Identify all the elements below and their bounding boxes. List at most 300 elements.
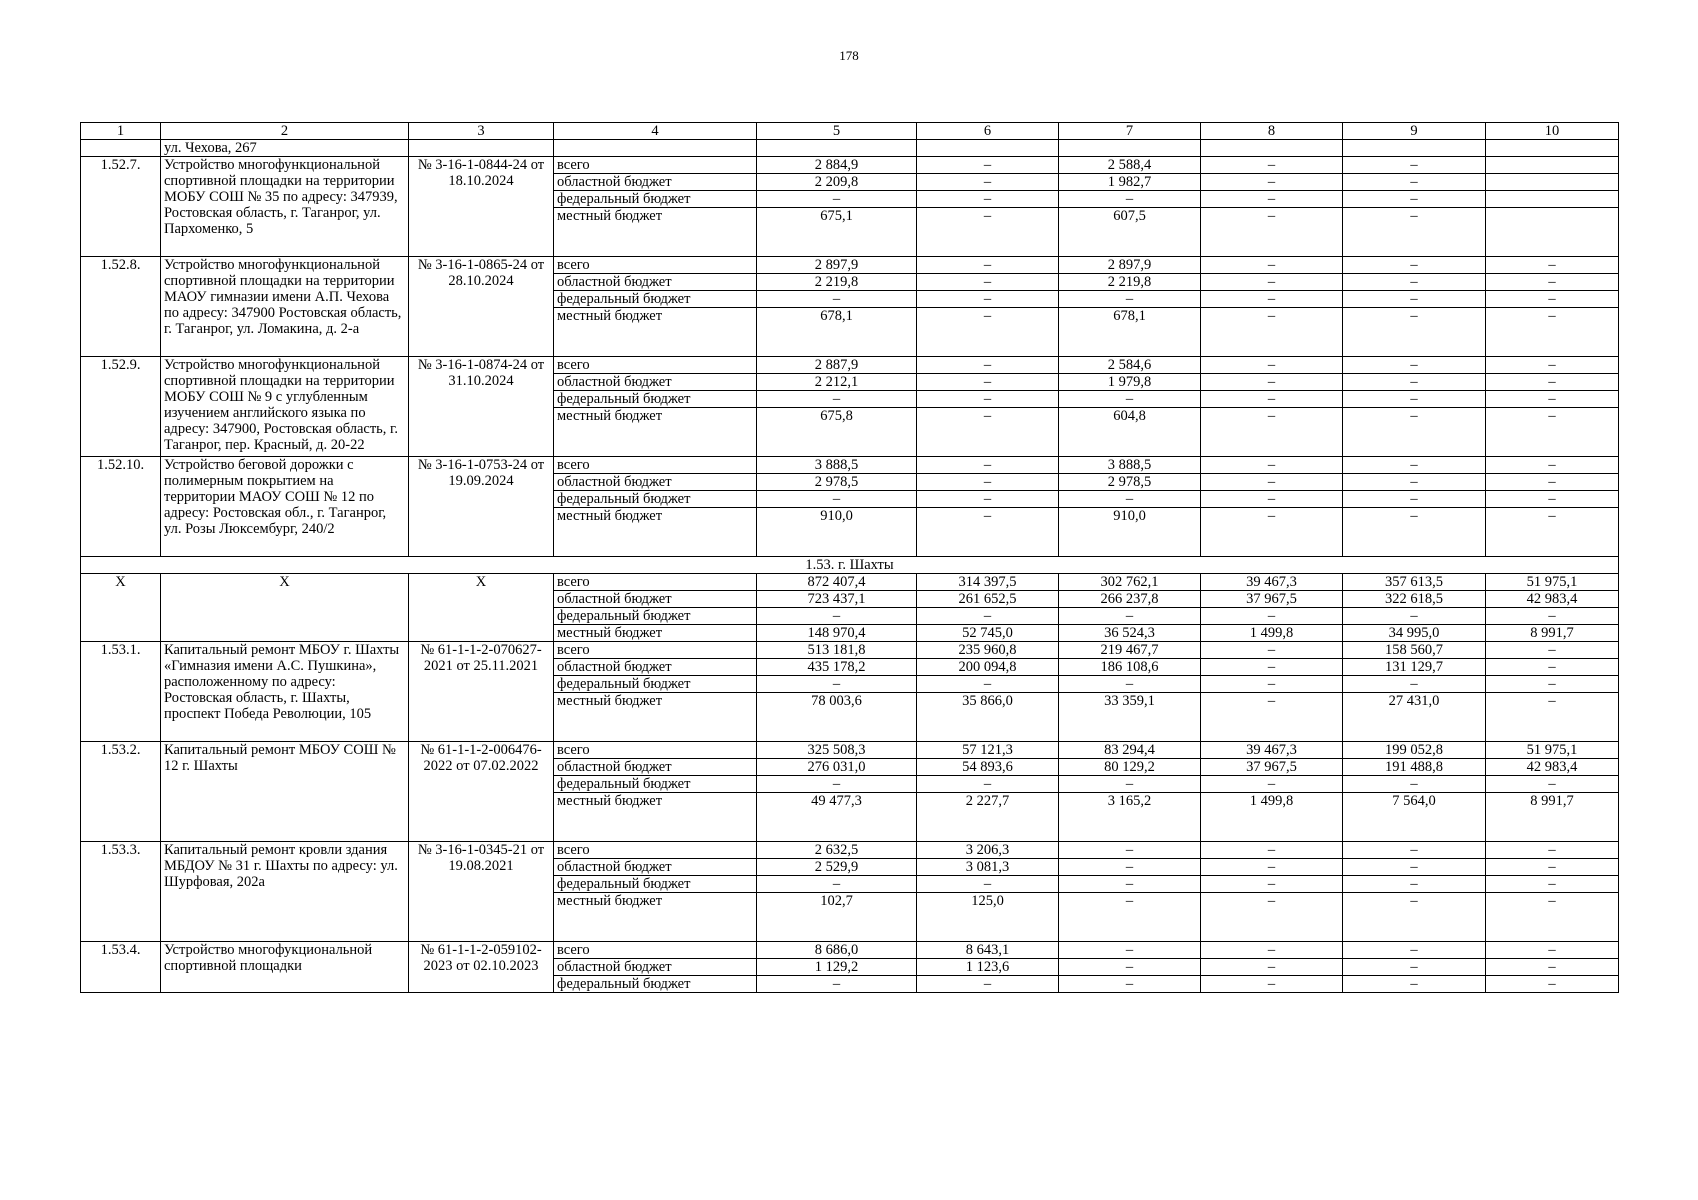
amount-col-10: – bbox=[1486, 776, 1619, 793]
amount-col-6: – bbox=[917, 208, 1059, 257]
funding-source-label: всего bbox=[554, 457, 757, 474]
amount-col-7: 2 897,9 bbox=[1059, 257, 1201, 274]
amount-col-7: 3 165,2 bbox=[1059, 793, 1201, 842]
amount-col-10: – bbox=[1486, 274, 1619, 291]
amount-col-9: – bbox=[1343, 457, 1486, 474]
amount-col-9: – bbox=[1343, 959, 1486, 976]
amount-col-9: – bbox=[1343, 408, 1486, 457]
amount-col-5: 2 884,9 bbox=[757, 157, 917, 174]
amount-col-7: 3 888,5 bbox=[1059, 457, 1201, 474]
amount-col-9: – bbox=[1343, 274, 1486, 291]
object-name: Устройство многофукциональной спортивной площадки bbox=[161, 942, 409, 993]
amount-col-10 bbox=[1486, 208, 1619, 257]
column-number-6: 6 bbox=[917, 123, 1059, 140]
section-title: 1.53. г. Шахты bbox=[81, 557, 1619, 574]
amount-col-5: 1 129,2 bbox=[757, 959, 917, 976]
amount-col-9: – bbox=[1343, 208, 1486, 257]
amount-col-5: – bbox=[757, 876, 917, 893]
amount-col-7: – bbox=[1059, 959, 1201, 976]
amount-col-6: 261 652,5 bbox=[917, 591, 1059, 608]
amount-col-8: – bbox=[1201, 357, 1343, 374]
amount-col-7: 2 978,5 bbox=[1059, 474, 1201, 491]
column-number-7: 7 bbox=[1059, 123, 1201, 140]
table-row bbox=[81, 140, 1619, 157]
expertise-document: № 61-1-1-2-070627-2021 от 25.11.2021 bbox=[409, 642, 554, 742]
amount-col-9: 191 488,8 bbox=[1343, 759, 1486, 776]
empty-cell bbox=[1343, 140, 1486, 157]
object-name: Капитальный ремонт МБОУ г. Шахты «Гимназия имени А.С. Пушкина», расположенному по адресу: Ростовская область, г. Шахты, проспект Победа Революции, 105 bbox=[161, 642, 409, 742]
budget-row bbox=[81, 357, 1619, 374]
amount-col-7: 607,5 bbox=[1059, 208, 1201, 257]
amount-col-8: – bbox=[1201, 374, 1343, 391]
amount-col-10 bbox=[1486, 191, 1619, 208]
amount-col-5: 78 003,6 bbox=[757, 693, 917, 742]
amount-col-10: – bbox=[1486, 642, 1619, 659]
amount-col-5: 675,1 bbox=[757, 208, 917, 257]
amount-col-6: 3 206,3 bbox=[917, 842, 1059, 859]
funding-source-label: местный бюджет bbox=[554, 793, 757, 842]
amount-col-8: – bbox=[1201, 842, 1343, 859]
amount-col-6: – bbox=[917, 391, 1059, 408]
amount-col-6: – bbox=[917, 876, 1059, 893]
funding-source-label: областной бюджет bbox=[554, 859, 757, 876]
amount-col-10: – bbox=[1486, 976, 1619, 993]
amount-col-8: – bbox=[1201, 959, 1343, 976]
amount-col-5: 2 978,5 bbox=[757, 474, 917, 491]
empty-cell bbox=[1201, 140, 1343, 157]
object-name: Устройство многофункциональной спортивной площадки на территории МАОУ гимназии имени А.П. Чехова по адресу: 347900 Ростовская область, г. Таганрог, ул. Ломакина, д. 2-а bbox=[161, 257, 409, 357]
amount-col-9: – bbox=[1343, 291, 1486, 308]
amount-col-10: – bbox=[1486, 959, 1619, 976]
amount-col-8: – bbox=[1201, 976, 1343, 993]
x-mark: Х bbox=[409, 574, 554, 642]
item-number: 1.52.7. bbox=[81, 157, 161, 257]
amount-col-9: – bbox=[1343, 859, 1486, 876]
column-number-10: 10 bbox=[1486, 123, 1619, 140]
funding-source-label: всего bbox=[554, 574, 757, 591]
amount-col-7: 302 762,1 bbox=[1059, 574, 1201, 591]
amount-col-5: – bbox=[757, 291, 917, 308]
amount-col-10: – bbox=[1486, 876, 1619, 893]
amount-col-9: – bbox=[1343, 391, 1486, 408]
amount-col-6: – bbox=[917, 291, 1059, 308]
amount-col-8: – bbox=[1201, 608, 1343, 625]
amount-col-5: 49 477,3 bbox=[757, 793, 917, 842]
x-mark: Х bbox=[161, 574, 409, 642]
amount-col-6: – bbox=[917, 157, 1059, 174]
funding-source-label: местный бюджет bbox=[554, 625, 757, 642]
funding-source-label: федеральный бюджет bbox=[554, 291, 757, 308]
amount-col-10: – bbox=[1486, 842, 1619, 859]
amount-col-10: – bbox=[1486, 291, 1619, 308]
funding-source-label: местный бюджет bbox=[554, 308, 757, 357]
amount-col-8: – bbox=[1201, 408, 1343, 457]
amount-col-5: 102,7 bbox=[757, 893, 917, 942]
amount-col-5: 513 181,8 bbox=[757, 642, 917, 659]
amount-col-10: – bbox=[1486, 457, 1619, 474]
amount-col-10: – bbox=[1486, 474, 1619, 491]
amount-col-7: 83 294,4 bbox=[1059, 742, 1201, 759]
amount-col-9: – bbox=[1343, 257, 1486, 274]
amount-col-7: – bbox=[1059, 676, 1201, 693]
funding-source-label: всего bbox=[554, 842, 757, 859]
funding-source-label: областной бюджет bbox=[554, 591, 757, 608]
amount-col-9: 7 564,0 bbox=[1343, 793, 1486, 842]
amount-col-8: – bbox=[1201, 274, 1343, 291]
amount-col-5: 2 887,9 bbox=[757, 357, 917, 374]
object-name-continuation: ул. Чехова, 267 bbox=[161, 140, 409, 157]
amount-col-6: – bbox=[917, 374, 1059, 391]
amount-col-10: 42 983,4 bbox=[1486, 759, 1619, 776]
column-number-9: 9 bbox=[1343, 123, 1486, 140]
amount-col-8: – bbox=[1201, 191, 1343, 208]
funding-source-label: федеральный бюджет bbox=[554, 776, 757, 793]
funding-source-label: областной бюджет bbox=[554, 274, 757, 291]
amount-col-8: – bbox=[1201, 676, 1343, 693]
amount-col-9: – bbox=[1343, 876, 1486, 893]
amount-col-7: – bbox=[1059, 391, 1201, 408]
amount-col-9: – bbox=[1343, 357, 1486, 374]
amount-col-6: 3 081,3 bbox=[917, 859, 1059, 876]
amount-col-6: – bbox=[917, 274, 1059, 291]
amount-col-6: – bbox=[917, 608, 1059, 625]
amount-col-7: 219 467,7 bbox=[1059, 642, 1201, 659]
amount-col-10 bbox=[1486, 157, 1619, 174]
amount-col-6: 125,0 bbox=[917, 893, 1059, 942]
amount-col-7: – bbox=[1059, 608, 1201, 625]
amount-col-7: 1 982,7 bbox=[1059, 174, 1201, 191]
amount-col-10: 8 991,7 bbox=[1486, 625, 1619, 642]
amount-col-10: 8 991,7 bbox=[1486, 793, 1619, 842]
amount-col-8: 39 467,3 bbox=[1201, 742, 1343, 759]
amount-col-6: – bbox=[917, 191, 1059, 208]
amount-col-8: – bbox=[1201, 257, 1343, 274]
amount-col-8: – bbox=[1201, 457, 1343, 474]
amount-col-9: 322 618,5 bbox=[1343, 591, 1486, 608]
amount-col-6: 8 643,1 bbox=[917, 942, 1059, 959]
amount-col-5: – bbox=[757, 191, 917, 208]
amount-col-10: – bbox=[1486, 257, 1619, 274]
amount-col-10: – bbox=[1486, 859, 1619, 876]
amount-col-9: 357 613,5 bbox=[1343, 574, 1486, 591]
amount-col-9: 34 995,0 bbox=[1343, 625, 1486, 642]
item-number: 1.52.10. bbox=[81, 457, 161, 557]
amount-col-5: – bbox=[757, 608, 917, 625]
funding-source-label: всего bbox=[554, 742, 757, 759]
amount-col-7: – bbox=[1059, 942, 1201, 959]
amount-col-5: 723 437,1 bbox=[757, 591, 917, 608]
amount-col-5: – bbox=[757, 676, 917, 693]
amount-col-9: – bbox=[1343, 508, 1486, 557]
amount-col-6: 235 960,8 bbox=[917, 642, 1059, 659]
amount-col-5: – bbox=[757, 491, 917, 508]
amount-col-5: 276 031,0 bbox=[757, 759, 917, 776]
item-number: 1.53.3. bbox=[81, 842, 161, 942]
budget-row bbox=[81, 742, 1619, 759]
amount-col-9: 131 129,7 bbox=[1343, 659, 1486, 676]
expertise-document: № 3-16-1-0844-24 от 18.10.2024 bbox=[409, 157, 554, 257]
expertise-document: № 61-1-1-2-006476-2022 от 07.02.2022 bbox=[409, 742, 554, 842]
amount-col-6: 35 866,0 bbox=[917, 693, 1059, 742]
amount-col-6: 2 227,7 bbox=[917, 793, 1059, 842]
amount-col-8: 1 499,8 bbox=[1201, 793, 1343, 842]
funding-source-label: местный бюджет bbox=[554, 508, 757, 557]
budget-row bbox=[81, 257, 1619, 274]
amount-col-9: – bbox=[1343, 474, 1486, 491]
funding-source-label: местный бюджет bbox=[554, 893, 757, 942]
amount-col-6: – bbox=[917, 457, 1059, 474]
amount-col-8: – bbox=[1201, 893, 1343, 942]
amount-col-7: 678,1 bbox=[1059, 308, 1201, 357]
amount-col-6: – bbox=[917, 357, 1059, 374]
amount-col-7: – bbox=[1059, 191, 1201, 208]
empty-cell bbox=[917, 140, 1059, 157]
funding-source-label: областной бюджет bbox=[554, 659, 757, 676]
amount-col-6: 57 121,3 bbox=[917, 742, 1059, 759]
amount-col-9: – bbox=[1343, 491, 1486, 508]
amount-col-5: 2 212,1 bbox=[757, 374, 917, 391]
funding-source-label: федеральный бюджет bbox=[554, 608, 757, 625]
amount-col-8: – bbox=[1201, 474, 1343, 491]
amount-col-6: – bbox=[917, 776, 1059, 793]
amount-col-10: – bbox=[1486, 357, 1619, 374]
amount-col-7: – bbox=[1059, 893, 1201, 942]
amount-col-8: – bbox=[1201, 776, 1343, 793]
amount-col-5: 678,1 bbox=[757, 308, 917, 357]
amount-col-10: 51 975,1 bbox=[1486, 574, 1619, 591]
item-number: 1.53.2. bbox=[81, 742, 161, 842]
empty-cell bbox=[1486, 140, 1619, 157]
amount-col-8: – bbox=[1201, 491, 1343, 508]
amount-col-10: – bbox=[1486, 374, 1619, 391]
amount-col-8: – bbox=[1201, 693, 1343, 742]
amount-col-9: – bbox=[1343, 374, 1486, 391]
funding-source-label: областной бюджет bbox=[554, 174, 757, 191]
budget-row bbox=[81, 157, 1619, 174]
funding-source-label: федеральный бюджет bbox=[554, 876, 757, 893]
page-number: 178 bbox=[839, 48, 859, 63]
amount-col-9: – bbox=[1343, 174, 1486, 191]
amount-col-8: 39 467,3 bbox=[1201, 574, 1343, 591]
amount-col-5: 872 407,4 bbox=[757, 574, 917, 591]
expertise-document: № 3-16-1-0865-24 от 28.10.2024 bbox=[409, 257, 554, 357]
amount-col-10: – bbox=[1486, 693, 1619, 742]
amount-col-8: – bbox=[1201, 642, 1343, 659]
amount-col-8: – bbox=[1201, 508, 1343, 557]
column-number-3: 3 bbox=[409, 123, 554, 140]
amount-col-7: 2 588,4 bbox=[1059, 157, 1201, 174]
x-mark: Х bbox=[81, 574, 161, 642]
expertise-document: № 3-16-1-0345-21 от 19.08.2021 bbox=[409, 842, 554, 942]
funding-source-label: всего bbox=[554, 157, 757, 174]
funding-source-label: федеральный бюджет bbox=[554, 391, 757, 408]
amount-col-7: – bbox=[1059, 876, 1201, 893]
section-row bbox=[81, 557, 1619, 574]
amount-col-7: 80 129,2 bbox=[1059, 759, 1201, 776]
amount-col-9: – bbox=[1343, 608, 1486, 625]
expertise-document: № 3-16-1-0753-24 от 19.09.2024 bbox=[409, 457, 554, 557]
object-name: Устройство многофункциональной спортивной площадки на территории МОБУ СОШ № 35 по адресу: 347939, Ростовская область, г. Таганрог, ул. Пархоменко, 5 bbox=[161, 157, 409, 257]
column-number-2: 2 bbox=[161, 123, 409, 140]
funding-source-label: федеральный бюджет bbox=[554, 191, 757, 208]
amount-col-5: 435 178,2 bbox=[757, 659, 917, 676]
budget-row bbox=[81, 642, 1619, 659]
funding-source-label: местный бюджет bbox=[554, 208, 757, 257]
amount-col-9: 27 431,0 bbox=[1343, 693, 1486, 742]
amount-col-10: – bbox=[1486, 391, 1619, 408]
amount-col-7: – bbox=[1059, 976, 1201, 993]
amount-col-8: 37 967,5 bbox=[1201, 759, 1343, 776]
funding-source-label: всего bbox=[554, 257, 757, 274]
amount-col-5: 8 686,0 bbox=[757, 942, 917, 959]
item-number: 1.53.1. bbox=[81, 642, 161, 742]
amount-col-8: – bbox=[1201, 157, 1343, 174]
item-number: 1.53.4. bbox=[81, 942, 161, 993]
funding-source-label: областной бюджет bbox=[554, 759, 757, 776]
amount-col-8: – bbox=[1201, 208, 1343, 257]
funding-source-label: федеральный бюджет bbox=[554, 976, 757, 993]
amount-col-5: 2 897,9 bbox=[757, 257, 917, 274]
object-name: Устройство беговой дорожки с полимерным покрытием на территории МАОУ СОШ № 12 по адресу: Ростовская обл., г. Таганрог, ул. Розы Люксембург, 240/2 bbox=[161, 457, 409, 557]
budget-row bbox=[81, 457, 1619, 474]
amount-col-7: 910,0 bbox=[1059, 508, 1201, 557]
amount-col-7: 1 979,8 bbox=[1059, 374, 1201, 391]
amount-col-6: – bbox=[917, 676, 1059, 693]
amount-col-5: 3 888,5 bbox=[757, 457, 917, 474]
amount-col-8: – bbox=[1201, 391, 1343, 408]
amount-col-8: – bbox=[1201, 942, 1343, 959]
amount-col-10: – bbox=[1486, 893, 1619, 942]
amount-col-7: – bbox=[1059, 291, 1201, 308]
column-number-8: 8 bbox=[1201, 123, 1343, 140]
amount-col-9: 158 560,7 bbox=[1343, 642, 1486, 659]
empty-cell bbox=[757, 140, 917, 157]
amount-col-7: – bbox=[1059, 859, 1201, 876]
amount-col-6: – bbox=[917, 174, 1059, 191]
funding-source-label: федеральный бюджет bbox=[554, 676, 757, 693]
amount-col-5: 2 219,8 bbox=[757, 274, 917, 291]
object-name: Капитальный ремонт кровли здания МБДОУ № 31 г. Шахты по адресу: ул. Шурфовая, 202а bbox=[161, 842, 409, 942]
empty-cell bbox=[554, 140, 757, 157]
amount-col-8: – bbox=[1201, 659, 1343, 676]
funding-source-label: областной бюджет bbox=[554, 374, 757, 391]
amount-col-9: – bbox=[1343, 942, 1486, 959]
amount-col-6: – bbox=[917, 508, 1059, 557]
funding-source-label: всего bbox=[554, 642, 757, 659]
amount-col-8: 37 967,5 bbox=[1201, 591, 1343, 608]
amount-col-5: 2 209,8 bbox=[757, 174, 917, 191]
section-total-row bbox=[81, 574, 1619, 591]
amount-col-10: 42 983,4 bbox=[1486, 591, 1619, 608]
amount-col-7: – bbox=[1059, 842, 1201, 859]
funding-source-label: местный бюджет bbox=[554, 693, 757, 742]
amount-col-9: – bbox=[1343, 776, 1486, 793]
expertise-document: № 3-16-1-0874-24 от 31.10.2024 bbox=[409, 357, 554, 457]
amount-col-10: – bbox=[1486, 676, 1619, 693]
amount-col-6: – bbox=[917, 408, 1059, 457]
amount-col-6: – bbox=[917, 308, 1059, 357]
amount-col-7: – bbox=[1059, 491, 1201, 508]
funding-source-label: местный бюджет bbox=[554, 408, 757, 457]
funding-source-label: областной бюджет bbox=[554, 959, 757, 976]
amount-col-7: 36 524,3 bbox=[1059, 625, 1201, 642]
item-number: 1.52.8. bbox=[81, 257, 161, 357]
amount-col-5: – bbox=[757, 976, 917, 993]
budget-row bbox=[81, 942, 1619, 959]
amount-col-6: 54 893,6 bbox=[917, 759, 1059, 776]
object-name: Капитальный ремонт МБОУ СОШ № 12 г. Шахты bbox=[161, 742, 409, 842]
amount-col-6: – bbox=[917, 976, 1059, 993]
amount-col-8: 1 499,8 bbox=[1201, 625, 1343, 642]
amount-col-10: – bbox=[1486, 408, 1619, 457]
amount-col-10 bbox=[1486, 174, 1619, 191]
amount-col-10: – bbox=[1486, 491, 1619, 508]
amount-col-5: – bbox=[757, 391, 917, 408]
amount-col-7: 2 219,8 bbox=[1059, 274, 1201, 291]
amount-col-10: – bbox=[1486, 508, 1619, 557]
amount-col-8: – bbox=[1201, 174, 1343, 191]
amount-col-5: 2 632,5 bbox=[757, 842, 917, 859]
amount-col-6: – bbox=[917, 491, 1059, 508]
funding-source-label: всего bbox=[554, 357, 757, 374]
amount-col-9: – bbox=[1343, 976, 1486, 993]
amount-col-8: – bbox=[1201, 308, 1343, 357]
funding-source-label: областной бюджет bbox=[554, 474, 757, 491]
expertise-document: № 61-1-1-2-059102-2023 от 02.10.2023 bbox=[409, 942, 554, 993]
amount-col-9: 199 052,8 bbox=[1343, 742, 1486, 759]
amount-col-5: 675,8 bbox=[757, 408, 917, 457]
amount-col-7: 186 108,6 bbox=[1059, 659, 1201, 676]
amount-col-10: 51 975,1 bbox=[1486, 742, 1619, 759]
amount-col-7: 604,8 bbox=[1059, 408, 1201, 457]
amount-col-5: – bbox=[757, 776, 917, 793]
amount-col-8: – bbox=[1201, 859, 1343, 876]
amount-col-7: – bbox=[1059, 776, 1201, 793]
amount-col-10: – bbox=[1486, 659, 1619, 676]
amount-col-6: – bbox=[917, 257, 1059, 274]
amount-col-7: 266 237,8 bbox=[1059, 591, 1201, 608]
amount-col-6: 52 745,0 bbox=[917, 625, 1059, 642]
amount-col-10: – bbox=[1486, 308, 1619, 357]
amount-col-10: – bbox=[1486, 608, 1619, 625]
amount-col-5: 910,0 bbox=[757, 508, 917, 557]
amount-col-6: 314 397,5 bbox=[917, 574, 1059, 591]
column-number-1: 1 bbox=[81, 123, 161, 140]
empty-cell bbox=[1059, 140, 1201, 157]
amount-col-5: 325 508,3 bbox=[757, 742, 917, 759]
amount-col-9: – bbox=[1343, 893, 1486, 942]
amount-col-5: 2 529,9 bbox=[757, 859, 917, 876]
amount-col-6: 1 123,6 bbox=[917, 959, 1059, 976]
empty-cell bbox=[81, 140, 161, 157]
empty-cell bbox=[409, 140, 554, 157]
funding-source-label: всего bbox=[554, 942, 757, 959]
amount-col-9: – bbox=[1343, 191, 1486, 208]
column-number-4: 4 bbox=[554, 123, 757, 140]
amount-col-7: 33 359,1 bbox=[1059, 693, 1201, 742]
amount-col-9: – bbox=[1343, 842, 1486, 859]
funding-source-label: федеральный бюджет bbox=[554, 491, 757, 508]
amount-col-6: – bbox=[917, 474, 1059, 491]
amount-col-7: 2 584,6 bbox=[1059, 357, 1201, 374]
header-row bbox=[81, 123, 1619, 140]
column-number-5: 5 bbox=[757, 123, 917, 140]
amount-col-8: – bbox=[1201, 291, 1343, 308]
amount-col-6: 200 094,8 bbox=[917, 659, 1059, 676]
amount-col-10: – bbox=[1486, 942, 1619, 959]
amount-col-9: – bbox=[1343, 308, 1486, 357]
budget-row bbox=[81, 842, 1619, 859]
